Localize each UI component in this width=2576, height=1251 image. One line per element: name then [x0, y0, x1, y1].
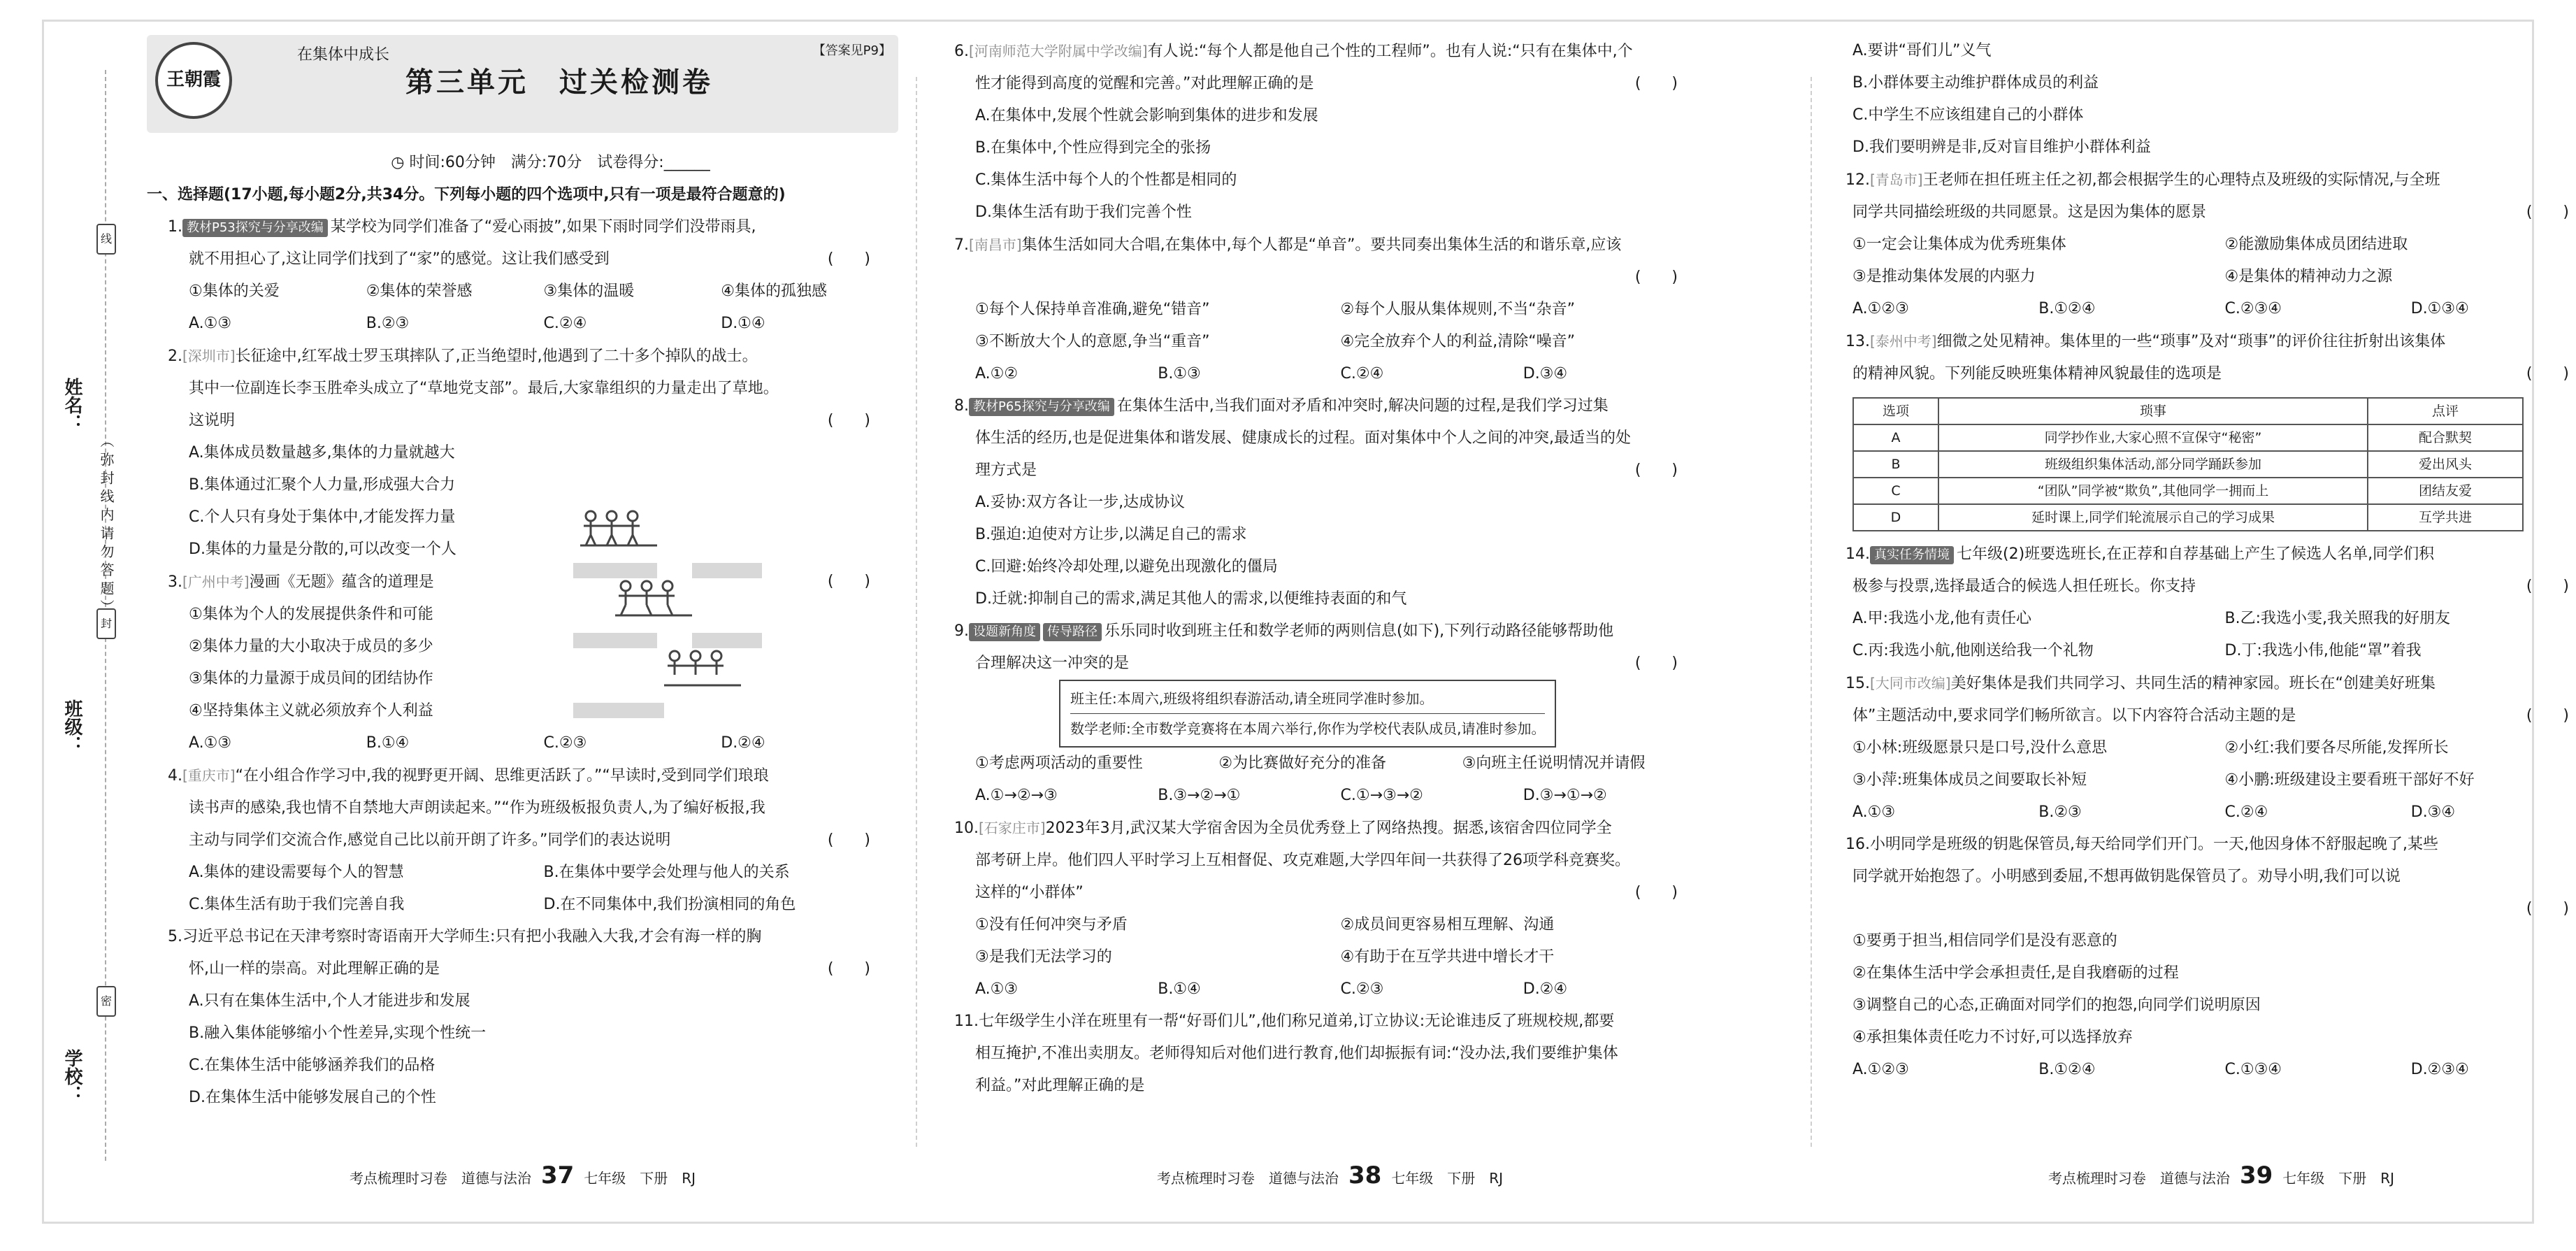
option-b[interactable]: B.①④ — [366, 734, 410, 752]
question-number: 9. — [954, 622, 969, 640]
question-source: [广州中考] — [182, 573, 250, 590]
table-cell: D — [1853, 504, 1938, 531]
statement: ③向班主任说明情况并请假 — [1462, 755, 1646, 772]
question-text: 有人说:“每个人都是他自己个性的工程师”。也有人说:“只有在集体中,个 — [1147, 43, 1633, 60]
table-cell: 团结友爱 — [2368, 478, 2523, 504]
table-cell: B — [1853, 451, 1938, 478]
page-37 — [147, 35, 898, 1189]
question-13 — [1845, 325, 2576, 531]
answer-blank[interactable]: ( ) — [2526, 578, 2569, 595]
statement: ④承担集体责任吃力不讨好,可以选择放弃 — [1852, 1029, 2133, 1046]
answer-blank[interactable]: ( ) — [2526, 365, 2569, 383]
answer-blank[interactable]: ( ) — [827, 573, 870, 590]
statement: ③是我们无法学习的 — [975, 948, 1112, 966]
answer-blank[interactable]: ( ) — [827, 960, 870, 978]
table-row[interactable] — [1853, 504, 2523, 531]
statement-row — [954, 748, 1706, 780]
question-tag: 教材P53探究与分享改编 — [182, 219, 328, 237]
option-list — [1845, 796, 2576, 829]
statement: ②每个人服从集体规则,不当“杂音” — [1340, 301, 1576, 318]
footer-book: 考点梳理时习卷 道德与法治 — [349, 1170, 531, 1187]
question-text: 就不用担心了,这让同学们找到了“家”的感觉。这让我们感受到 — [189, 250, 610, 268]
column-header: 点评 — [2368, 398, 2523, 424]
question-text: 合理解决这一冲突的是 — [975, 655, 1130, 672]
option-d[interactable]: D.③④ — [1523, 365, 1568, 383]
option-d[interactable]: D.集体生活有助于我们完善个性 — [975, 203, 1192, 221]
option-d[interactable]: D.集体的力量是分散的,可以改变一个人 — [189, 541, 456, 558]
question-6 — [954, 35, 1706, 229]
question-source: [大同市改编] — [1870, 675, 1951, 692]
footer-book: 考点梳理时习卷 道德与法治 — [2048, 1170, 2230, 1187]
label-name: 姓名： — [62, 378, 82, 432]
page-number: 39 — [2239, 1161, 2273, 1189]
question-text: 性才能得到高度的觉醒和完善。”对此理解正确的是 — [975, 75, 1314, 92]
option-a[interactable]: A.①③ — [975, 980, 1019, 998]
question-12 — [1845, 164, 2576, 325]
statement: ③调整自己的心态,正确面对同学们的抱怨,向同学们说明原因 — [1852, 996, 2261, 1014]
question-source: [南昌市] — [969, 236, 1022, 253]
option-b[interactable]: B.乙:我选小雯,我关照我的好朋友 — [2224, 610, 2450, 627]
statement: ①要勇于担当,相信同学们是没有恶意的 — [1852, 932, 2117, 950]
page-39 — [1845, 35, 2576, 1189]
table-cell: 班级组织集体活动,部分同学踊跃参加 — [1938, 451, 2368, 478]
option-d[interactable]: D.①③④ — [2410, 300, 2469, 317]
option-c[interactable]: C.②④ — [1340, 365, 1384, 383]
statement: ④完全放弃个人的利益,清除“噪音” — [1340, 333, 1576, 350]
statement-row — [954, 941, 1706, 973]
question-text: 主动与同学们交流合作,感觉自己比以前开朗了许多。”同学们的表达说明 — [189, 831, 671, 849]
question-text: 读书声的感染,我也情不自禁地大声朗读起来。”“作为班级板报负责人,为了编好板报,我 — [189, 799, 765, 817]
option-c[interactable]: C.个人只有身处于集体中,才能发挥力量 — [189, 508, 456, 526]
clock-icon: ◷ — [391, 154, 405, 171]
page-divider — [916, 77, 917, 1147]
question-text: 极参与投票,选择最适合的候选人担任班长。你支持 — [1852, 578, 2196, 595]
question-source: [泰州中考] — [1870, 333, 1937, 350]
question-number: 1. — [168, 218, 182, 236]
question-tag: 传导路径 — [1043, 623, 1102, 641]
question-number: 6. — [954, 43, 969, 60]
question-text: 体”主题活动中,要求同学们畅所欲言。以下内容符合活动主题的是 — [1852, 707, 2296, 724]
statement-row — [1845, 732, 2576, 764]
table-row[interactable] — [1853, 478, 2523, 504]
column-header: 琐事 — [1938, 398, 2368, 424]
option-a[interactable]: A.①③ — [189, 734, 232, 752]
option-row — [1845, 635, 2576, 667]
question-text: 小明同学是班级的钥匙保管员,每天给同学们开门。一天,他因身体不舒服起晚了,某些 — [1870, 836, 2438, 853]
option-c[interactable]: C.①→③→② — [1340, 787, 1423, 804]
statement: ①考虑两项活动的重要性 — [975, 755, 1143, 772]
question-text: 同学共同描绘班级的共同愿景。这是因为集体的愿景 — [1852, 203, 2207, 221]
unit-subtitle: 在集体中成长 — [297, 46, 390, 64]
message-box — [954, 680, 1706, 748]
option-d[interactable]: D.①④ — [721, 315, 765, 332]
answer-blank[interactable]: ( ) — [2526, 203, 2569, 221]
answer-blank[interactable]: ( ) — [827, 831, 870, 849]
option-a[interactable]: A.甲:我选小龙,他有责任心 — [1852, 610, 2032, 627]
statement: ④坚持集体主义就必须放弃个人利益 — [189, 702, 433, 720]
option-d[interactable]: D.②④ — [1523, 980, 1568, 998]
statement: ③集体的力量源于成员间的团结协作 — [189, 670, 433, 687]
table-cell: 爱出风头 — [2368, 451, 2523, 478]
footer-grade: 七年级 下册 RJ — [584, 1170, 696, 1187]
table-row[interactable] — [1853, 451, 2523, 478]
table-row[interactable] — [1853, 424, 2523, 451]
question-16 — [1845, 829, 2576, 1086]
option-a[interactable]: A.在集体中,发展个性就会影响到集体的进步和发展 — [975, 107, 1318, 124]
question-source: [青岛市] — [1870, 171, 1923, 188]
table-cell: C — [1853, 478, 1938, 504]
option-c[interactable]: C.②③ — [543, 734, 587, 752]
option-d[interactable]: D.③④ — [2410, 803, 2456, 821]
binding-mark-mi: 密 — [96, 986, 116, 1017]
question-1 — [147, 211, 898, 340]
answer-blank[interactable]: ( ) — [1634, 655, 1678, 672]
question-text: 集体生活如同大合唱,在集体中,每个人都是“单音”。要共同奏出集体生活的和谐乐章,应该 — [1021, 236, 1622, 254]
answer-blank[interactable]: ( ) — [1634, 462, 1678, 479]
table-cell: “团队”同学被“欺负”,其他同学一拥而上 — [1938, 478, 2368, 504]
question-text: 这样的“小群体” — [975, 884, 1084, 901]
option-d[interactable]: D.丁:我选小伟,他能“罩”着我 — [2224, 642, 2422, 659]
page-divider — [1811, 77, 1812, 1147]
section-heading: 一、选择题(17小题,每小题2分,共34分。下列每小题的四个选项中,只有一项是最符合题意的) — [147, 186, 786, 203]
statement: ①小林:班级愿景只是口号,没什么意思 — [1852, 739, 2108, 757]
statement: ③不断放大个人的意愿,争当“重音” — [975, 333, 1210, 350]
page-number: 38 — [1348, 1161, 1382, 1189]
question-text: 这说明 — [189, 412, 236, 429]
question-number: 11. — [954, 1013, 979, 1030]
question-tag: 真实任务情境 — [1870, 546, 1954, 564]
statement: ③是推动集体发展的内驱力 — [1852, 268, 2036, 285]
option-b[interactable]: B.在集体中要学会处理与他人的关系 — [543, 864, 790, 881]
brand-logo: 王朝霞 — [155, 42, 232, 119]
option-row — [1845, 603, 2576, 635]
option-a[interactable]: A.集体的建设需要每个人的智慧 — [189, 864, 404, 881]
question-source: [深圳市] — [182, 348, 236, 364]
answer-blank[interactable]: ( ) — [1634, 269, 1678, 286]
label-class: 班级： — [62, 699, 82, 754]
question-4 — [147, 759, 898, 921]
question-text: 细微之处见精神。集体里的一些“琐事”及对“琐事”的评价往往折射出该集体 — [1936, 333, 2446, 350]
option-a[interactable]: A.集体成员数量越多,集体的力量就越大 — [189, 444, 455, 462]
question-text: 理方式是 — [975, 462, 1037, 479]
option-c[interactable]: C.②③ — [1340, 980, 1384, 998]
question-text: “在小组合作学习中,我的视野更开阔、思维更活跃了。”“早读时,受到同学们琅琅 — [235, 767, 769, 785]
option-b[interactable]: B.①②④ — [2038, 300, 2096, 317]
question-number: 12. — [1845, 171, 1870, 189]
statement: ①没有任何冲突与矛盾 — [975, 916, 1128, 934]
cartoon-svg — [573, 503, 762, 734]
question-5 — [147, 921, 898, 1114]
question-text: 长征途中,红军战士罗玉琪摔队了,正当绝望时,他遇到了二十多个掉队的战士。 — [235, 348, 758, 365]
question-text: 王老师在担任班主任之初,都会根据学生的心理特点及班级的实际情况,与全班 — [1922, 171, 2440, 189]
question-text: 体生活的经历,也是促进集体和谐发展、健康成长的过程。面对集体中个人之间的冲突,最适当的处 — [975, 429, 1631, 447]
answer-blank[interactable]: ( ) — [1634, 75, 1678, 92]
question-15 — [1845, 667, 2576, 829]
option-b[interactable]: B.①④ — [1158, 980, 1201, 998]
question-number: 5. — [168, 928, 182, 945]
statement-row — [954, 326, 1706, 358]
page-footer — [147, 1159, 898, 1194]
statement: ④集体的孤独感 — [721, 283, 827, 300]
table-cell: 同学抄作业,大家心照不宣保守“秘密” — [1938, 424, 2368, 451]
statement: ①每个人保持单音准确,避免“错音” — [975, 301, 1210, 318]
question-number: 3. — [168, 573, 182, 591]
question-number: 15. — [1845, 675, 1870, 692]
option-b[interactable]: B.①③ — [1158, 365, 1201, 383]
table-cell: 配合默契 — [2368, 424, 2523, 451]
answer-blank[interactable]: ( ) — [2526, 900, 2569, 917]
time-score: 时间:60分钟 满分:70分 试卷得分:______ — [409, 154, 710, 171]
question-text: 习近平总书记在天津考察时寄语南开大学师生:只有把小我融入大我,才会有海一样的胸 — [182, 928, 762, 945]
question-number: 16. — [1845, 836, 1870, 853]
option-list — [1845, 1054, 2576, 1086]
message-headteacher: 班主任:本周六,班级将组织春游活动,请全班同学准时参加。 — [1070, 690, 1434, 707]
question-number: 8. — [954, 397, 969, 415]
option-d[interactable]: D.在不同集体中,我们扮演相同的角色 — [543, 896, 796, 913]
statement: ②为比赛做好充分的准备 — [1218, 755, 1387, 772]
option-row — [147, 889, 898, 921]
question-number: 7. — [954, 236, 969, 254]
question-source: [石家庄市] — [979, 820, 1046, 836]
question-2 — [147, 340, 898, 566]
option-d[interactable]: D.迁就:抑制自己的需求,满足其他人的需求,以便维持表面的和气 — [975, 590, 1407, 608]
statement: ③小萍:班集体成员之间要取长补短 — [1852, 771, 2087, 789]
question-11 — [954, 1006, 1706, 1102]
option-c[interactable]: C.集体生活有助于我们完善自我 — [189, 896, 405, 913]
statement: ④有助于在互学共进中增长才干 — [1340, 948, 1555, 966]
statement: ②成员间更容易相互理解、沟通 — [1340, 916, 1555, 934]
column-header: 选项 — [1853, 398, 1938, 424]
option-list — [954, 780, 1706, 812]
question-source: [河南师范大学附属中学改编] — [969, 43, 1148, 59]
events-table — [1852, 397, 2524, 531]
option-d[interactable]: D.在集体生活中能够发展自己的个性 — [189, 1089, 436, 1106]
option-c[interactable]: C.丙:我选小航,他刚送给我一个礼物 — [1852, 642, 2094, 659]
option-list — [147, 308, 898, 340]
option-d[interactable]: D.我们要明辨是非,反对盲目维护小群体利益 — [1852, 138, 2151, 156]
question-text: 漫画《无题》蕴含的道理是 — [249, 573, 434, 591]
page-number: 37 — [540, 1161, 575, 1189]
statement: ①集体的关爱 — [189, 283, 280, 300]
footer-book: 考点梳理时习卷 道德与法治 — [1156, 1170, 1339, 1187]
question-number: 10. — [954, 820, 979, 837]
cartoon-illustration — [573, 503, 762, 734]
question-8 — [954, 390, 1706, 615]
page-38 — [954, 35, 1706, 1189]
option-a[interactable]: A.①→②→③ — [975, 787, 1058, 804]
question-10 — [954, 812, 1706, 1006]
option-b[interactable]: B.③→②→① — [1158, 787, 1241, 804]
question-text: 怀,山一样的崇高。对此理解正确的是 — [189, 960, 440, 978]
binding-mark-line: 线 — [96, 224, 116, 255]
statement: ②小红:我们要各尽所能,发挥所长 — [2224, 739, 2449, 757]
option-c[interactable]: C.中学生不应该组建自己的小群体 — [1852, 106, 2084, 124]
answer-blank[interactable]: ( ) — [1634, 884, 1678, 901]
option-b[interactable]: B.②③ — [2038, 803, 2082, 821]
answer-blank[interactable]: ( ) — [2526, 707, 2569, 724]
option-b[interactable]: B.①②④ — [2038, 1061, 2096, 1078]
page-footer — [1845, 1159, 2576, 1194]
question-source: [重庆市] — [182, 767, 236, 784]
option-c[interactable]: C.②④ — [543, 315, 587, 332]
statement: ②集体的荣誉感 — [366, 283, 473, 300]
statement: ④小鹏:班级建设主要看班干部好不好 — [2224, 771, 2475, 789]
option-c[interactable]: C.②③④ — [2224, 300, 2282, 317]
option-b[interactable]: B.在集体中,个性应得到完全的张扬 — [975, 139, 1211, 157]
footer-grade: 七年级 下册 RJ — [1391, 1170, 1504, 1187]
option-list — [1845, 293, 2576, 325]
statement: ②能激励集体成员团结进取 — [2224, 236, 2408, 253]
statement: ①一定会让集体成为优秀班集体 — [1852, 236, 2066, 253]
question-11-options — [1845, 35, 2576, 164]
statement: ④是集体的精神动力之源 — [2224, 268, 2393, 285]
unit-title: 第三单元 过关检测卷 — [405, 66, 713, 99]
question-number: 14. — [1845, 545, 1870, 563]
table-cell: 延时课上,同学们轮流展示自己的学习成果 — [1938, 504, 2368, 531]
message-panel — [1059, 680, 1556, 748]
statement-row — [1845, 764, 2576, 796]
binding-mark-seal: 封 — [96, 608, 116, 639]
option-list — [954, 973, 1706, 1006]
option-c[interactable]: C.集体生活中每个人的个性都是相同的 — [975, 171, 1237, 189]
question-text: 2023年3月,武汉某大学宿舍因为全员优秀登上了网络热搜。据悉,该宿舍四位同学全 — [1045, 820, 1612, 837]
option-a[interactable]: A.①②③ — [1852, 1061, 1909, 1078]
question-number: 2. — [168, 348, 182, 365]
footer-grade: 七年级 下册 RJ — [2282, 1170, 2395, 1187]
table-header — [1853, 398, 2523, 424]
option-d[interactable]: D.②③④ — [2410, 1061, 2469, 1078]
option-c[interactable]: C.回避:始终冷却处理,以避免出现激化的僵局 — [975, 558, 1278, 576]
question-9 — [954, 615, 1706, 812]
option-d[interactable]: D.③→①→② — [1523, 787, 1607, 804]
page-footer — [954, 1159, 1706, 1194]
exam-meta — [147, 147, 898, 179]
option-a[interactable]: A.妥协:双方各让一步,达成协议 — [975, 494, 1186, 511]
question-3 — [147, 566, 898, 759]
option-a[interactable]: A.①③ — [1852, 803, 1896, 821]
answer-blank[interactable]: ( ) — [827, 250, 870, 268]
option-b[interactable]: B.集体通过汇聚个人力量,形成强大合力 — [189, 476, 456, 494]
option-a[interactable]: A.①② — [975, 365, 1019, 383]
option-c[interactable]: C.①③④ — [2224, 1061, 2282, 1078]
question-text: 其中一位副连长李玉胜牵头成立了“草地党支部”。最后,大家靠组织的力量走出了草地。 — [189, 380, 779, 397]
question-text: 利益。”对此理解正确的是 — [975, 1077, 1145, 1094]
option-d[interactable]: D.②④ — [721, 734, 765, 752]
answer-blank[interactable]: ( ) — [827, 412, 870, 429]
unit-header — [147, 35, 898, 133]
question-text: 相互掩护,不准出卖朋友。老师得知后对他们进行教育,他们却振振有词:“没办法,我们要维护集体 — [975, 1045, 1618, 1062]
statement: ①集体为个人的发展提供条件和可能 — [189, 606, 433, 623]
question-text: 部考研上岸。他们四人平时学习上互相督促、攻克难题,大学四年间一共获得了26项学科竞赛奖。 — [975, 852, 1630, 869]
option-a[interactable]: A.①③ — [189, 315, 232, 332]
question-text: 乐乐同时收到班主任和数学老师的两则信息(如下),下列行动路径能够帮助他 — [1104, 622, 1614, 640]
question-number: 4. — [168, 767, 182, 785]
question-7 — [954, 229, 1706, 390]
option-b[interactable]: B.强迫:迫使对方让步,以满足自己的需求 — [975, 526, 1247, 543]
label-school: 学校： — [62, 1049, 82, 1103]
answer-reference: 【答案见P9】 — [812, 43, 891, 58]
question-text: 七年级(2)班要选班长,在正荐和自荐基础上产生了候选人名单,同学们积 — [1957, 545, 2435, 563]
question-text: 的精神风貌。下列能反映班集体精神风貌最佳的选项是 — [1852, 365, 2222, 383]
option-row — [147, 857, 898, 889]
question-14 — [1845, 538, 2576, 667]
statement-row — [1845, 261, 2576, 293]
option-b[interactable]: B.②③ — [366, 315, 410, 332]
message-math-teacher: 数学老师:全市数学竞赛将在本周六举行,你作为学校代表队成员,请准时参加。 — [1070, 713, 1545, 743]
question-text: 某学校为同学们准备了“爱心雨披”,如果下雨时同学们没带雨具, — [330, 218, 756, 236]
table-cell: A — [1853, 424, 1938, 451]
option-list — [954, 358, 1706, 390]
option-b[interactable]: B.融入集体能够缩小个性差异,实现个性统一 — [189, 1024, 487, 1042]
statement-row — [1845, 229, 2576, 261]
statement-list — [147, 276, 898, 308]
question-tag: 设题新角度 — [969, 623, 1040, 641]
statement: ②集体力量的大小取决于成员的多少 — [189, 638, 433, 655]
statement: ②在集体生活中学会承担责任,是自我磨砺的过程 — [1852, 964, 2179, 982]
table-cell: 互学共进 — [2368, 504, 2523, 531]
statement-row — [954, 909, 1706, 941]
option-a[interactable]: A.①②③ — [1852, 300, 1909, 317]
question-text: 在集体生活中,当我们面对矛盾和冲突时,解决问题的过程,是我们学习过集 — [1116, 397, 1609, 415]
statement: ③集体的温暖 — [543, 283, 635, 300]
question-number: 13. — [1845, 333, 1870, 350]
question-text: 七年级学生小洋在班里有一帮“好哥们儿”,他们称兄道弟,订立协议:无论谁违反了班规校规,都要 — [979, 1013, 1615, 1030]
statement-row — [954, 294, 1706, 326]
option-a[interactable]: A.要讲“哥们儿”义气 — [1852, 42, 1992, 59]
question-text: 美好集体是我们共同学习、共同生活的精神家园。班长在“创建美好班集 — [1950, 675, 2436, 692]
option-b[interactable]: B.小群体要主动维护群体成员的利益 — [1852, 74, 2099, 92]
option-c[interactable]: C.②④ — [2224, 803, 2268, 821]
option-list — [147, 727, 898, 759]
option-a[interactable]: A.只有在集体生活中,个人才能进步和发展 — [189, 992, 470, 1010]
question-tag: 教材P65探究与分享改编 — [969, 398, 1114, 416]
binding-note: （ 弥 封 线 内 请 勿 答 题 ） — [98, 434, 115, 614]
option-c[interactable]: C.在集体生活中能够涵养我们的品格 — [189, 1057, 436, 1074]
question-text: 同学就开始抱怨了。小明感到委屈,不想再做钥匙保管员了。劝导小明,我们可以说 — [1852, 868, 2401, 885]
